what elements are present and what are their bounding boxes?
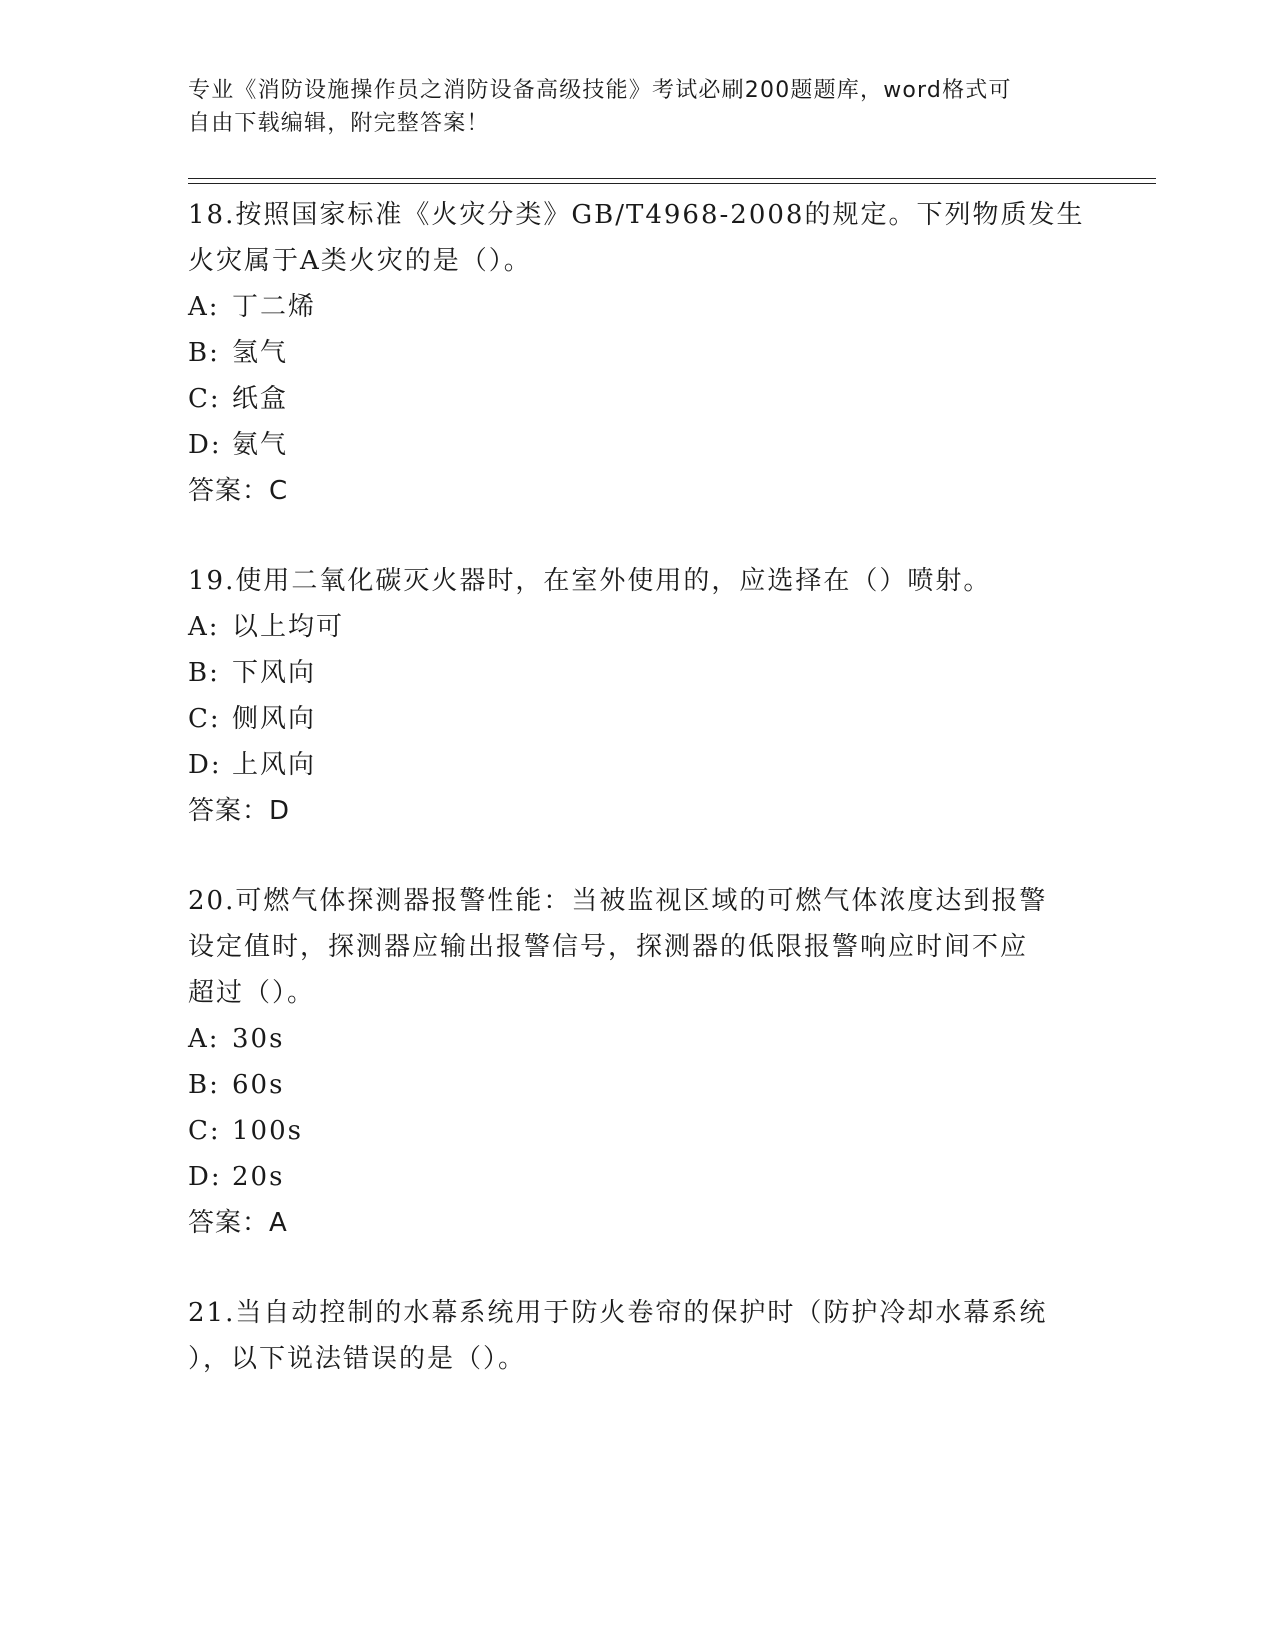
option-text: 下风向 bbox=[232, 658, 317, 688]
option-row bbox=[188, 742, 1088, 788]
question-stem-line: 18.按照国家标准《火灾分类》GB/T4968-2008的规定。下列物质发生 bbox=[188, 200, 1085, 230]
option-text: 20s bbox=[232, 1162, 285, 1192]
question-stem-line: 21.当自动控制的水幕系统用于防火卷帘的保护时（防护冷却水幕系统 bbox=[188, 1298, 1048, 1328]
option-letter: A: bbox=[188, 612, 220, 642]
answer-line: 答案：C bbox=[188, 476, 289, 506]
question-block bbox=[188, 878, 1088, 1246]
option-text: 氨气 bbox=[232, 430, 289, 460]
question-block bbox=[188, 558, 1088, 834]
option-text: 以上均可 bbox=[232, 612, 345, 642]
option-text: 侧风向 bbox=[232, 704, 317, 734]
option-row bbox=[188, 650, 1088, 696]
question-block bbox=[188, 192, 1088, 514]
option-row bbox=[188, 376, 1088, 422]
question-stem-line: 火灾属于A类火灾的是（）。 bbox=[188, 246, 532, 276]
question-block bbox=[188, 1290, 1088, 1382]
option-letter: D: bbox=[188, 750, 222, 780]
option-text: 氢气 bbox=[232, 338, 289, 368]
option-row bbox=[188, 696, 1088, 742]
option-row bbox=[188, 1062, 1088, 1108]
option-letter: D: bbox=[188, 1162, 222, 1192]
document-header bbox=[188, 74, 1068, 140]
option-row bbox=[188, 330, 1088, 376]
option-text: 纸盒 bbox=[232, 384, 289, 414]
option-row bbox=[188, 284, 1088, 330]
question-stem-line: 设定值时，探测器应输出报警信号，探测器的低限报警响应时间不应 bbox=[188, 932, 1029, 962]
option-row bbox=[188, 604, 1088, 650]
question-stem-line: 超过（）。 bbox=[188, 978, 316, 1008]
question-stem-line: 20.可燃气体探测器报警性能：当被监视区域的可燃气体浓度达到报警 bbox=[188, 886, 1048, 916]
option-letter: B: bbox=[188, 658, 220, 688]
answer-line: 答案：A bbox=[188, 1208, 288, 1238]
header-line-2: 自由下载编辑，附完整答案！ bbox=[188, 111, 490, 136]
option-text: 丁二烯 bbox=[232, 292, 317, 322]
option-letter: C: bbox=[188, 704, 221, 734]
option-letter: B: bbox=[188, 338, 220, 368]
option-text: 60s bbox=[232, 1070, 285, 1100]
answer-line: 答案：D bbox=[188, 796, 291, 826]
option-letter: C: bbox=[188, 1116, 221, 1146]
option-letter: C: bbox=[188, 384, 221, 414]
option-letter: D: bbox=[188, 430, 222, 460]
question-list bbox=[188, 192, 1088, 1426]
header-divider-top bbox=[188, 178, 1156, 179]
header-line-1: 专业《消防设施操作员之消防设备高级技能》考试必刷200题题库，word格式可 bbox=[188, 78, 1012, 103]
option-letter: A: bbox=[188, 1024, 220, 1054]
option-row bbox=[188, 422, 1088, 468]
option-row bbox=[188, 1154, 1088, 1200]
option-letter: B: bbox=[188, 1070, 220, 1100]
option-text: 30s bbox=[232, 1024, 285, 1054]
question-stem-line: 19.使用二氧化碳灭火器时，在室外使用的，应选择在（）喷射。 bbox=[188, 566, 992, 596]
question-stem-line: ），以下说法错误的是（）。 bbox=[188, 1344, 527, 1374]
option-text: 上风向 bbox=[232, 750, 317, 780]
header-divider-bottom bbox=[188, 183, 1156, 184]
option-text: 100s bbox=[232, 1116, 303, 1146]
option-row bbox=[188, 1108, 1088, 1154]
option-row bbox=[188, 1016, 1088, 1062]
option-letter: A: bbox=[188, 292, 220, 322]
